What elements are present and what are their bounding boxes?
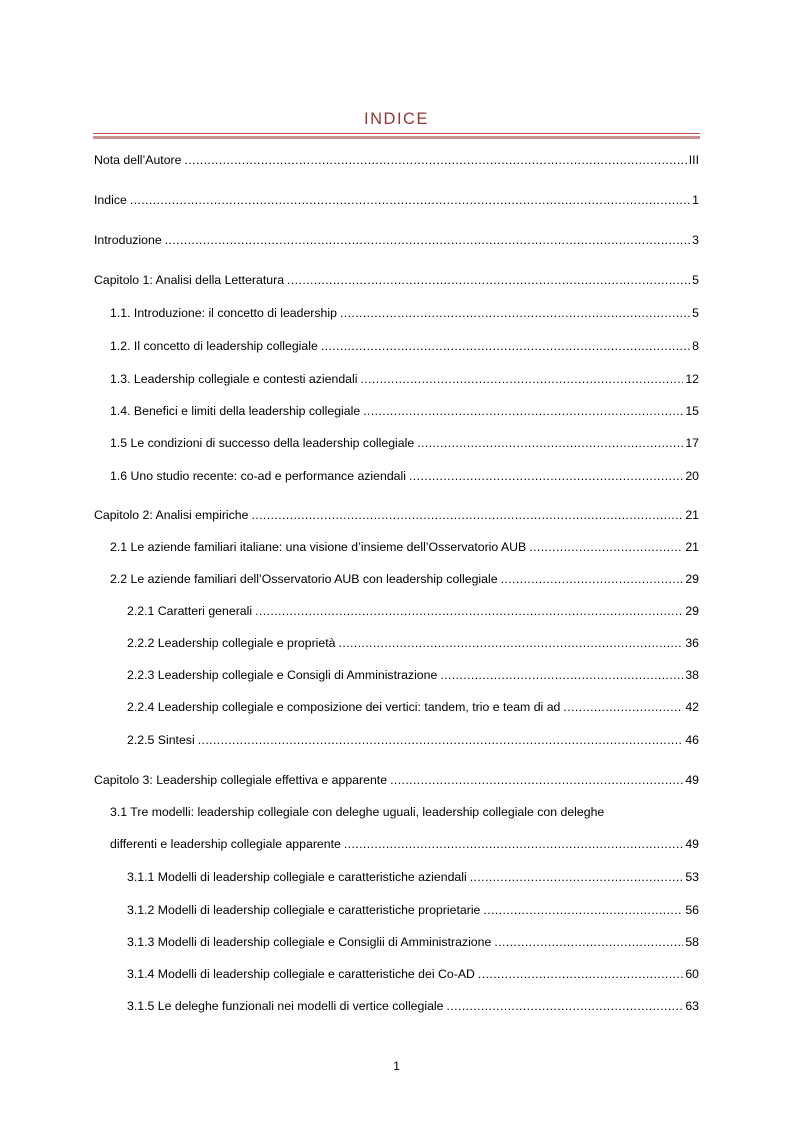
toc-entry-label: Capitolo 1: Analisi della Letteratura (94, 273, 285, 287)
toc-entry-label: 3.1.4 Modelli di leadership collegiale e caratteristiche dei Co-AD (127, 967, 475, 981)
toc-entry-2-1[interactable] (110, 538, 699, 556)
toc-entry-indice[interactable] (94, 191, 699, 209)
toc-entry-label: 2.2 Le aziende familiari dell’Osservatorio AUB con leadership collegiale (110, 572, 498, 586)
toc-entry-page: 8 (692, 339, 699, 353)
toc-entry-page: 21 (685, 508, 699, 522)
toc-dot-leader (390, 771, 683, 789)
toc-entry-label: 1.3. Leadership collegiale e contesti aziendali (110, 372, 358, 386)
toc-entry-page: 63 (685, 999, 699, 1013)
toc-dot-leader (563, 698, 683, 716)
toc-dot-leader (529, 538, 683, 556)
toc-entry-page: 29 (685, 604, 699, 618)
toc-dot-leader (287, 271, 690, 289)
toc-entry-label: 1.4. Benefici e limiti della leadership collegiale (110, 404, 361, 418)
toc-dot-leader (321, 337, 690, 355)
toc-entry-3-1-line-2[interactable] (110, 835, 699, 853)
toc-entry-2-2-2[interactable] (127, 634, 699, 652)
toc-dot-leader (440, 666, 683, 684)
toc-entry-label: 1.6 Uno studio recente: co-ad e performance aziendali (110, 469, 406, 483)
toc-entry-page: 42 (685, 700, 699, 714)
toc-entry-label: 2.2.2 Leadership collegiale e proprietà (127, 636, 336, 650)
toc-entry-label: 3.1.2 Modelli di leadership collegiale e caratteristiche proprietarie (127, 903, 481, 917)
toc-entry-page: 38 (685, 668, 699, 682)
toc-entry-capitolo-2[interactable] (94, 506, 699, 524)
toc-entry-1-3[interactable] (110, 370, 699, 388)
toc-dot-leader (360, 370, 683, 388)
toc-entry-page: 46 (685, 733, 699, 747)
toc-entry-3-1-2[interactable] (127, 901, 699, 919)
toc-entry-label: Indice (94, 193, 127, 207)
toc-entry-page: III (688, 153, 699, 167)
page-number: 1 (393, 1059, 400, 1073)
toc-dot-leader (198, 731, 684, 749)
toc-entry-page: 1 (692, 193, 699, 207)
toc-entry-label: 3.1.3 Modelli di leadership collegiale e Consiglii di Amministrazione (127, 935, 492, 949)
toc-entry-label: Nota dell’Autore (94, 153, 182, 167)
toc-entry-page: 3 (692, 233, 699, 247)
toc-entry-page: 49 (685, 773, 699, 787)
toc-entry-label: 3.1 Tre modelli: leadership collegiale con deleghe uguali, leadership collegiale con deleghe (110, 805, 605, 819)
toc-entry-page: 53 (685, 870, 699, 884)
toc-entry-label: 1.2. Il concetto di leadership collegiale (110, 339, 318, 353)
toc-dot-leader (363, 402, 683, 420)
toc-entry-label: 3.1.5 Le deleghe funzionali nei modelli di vertice collegiale (127, 999, 444, 1013)
toc-entry-page: 58 (685, 935, 699, 949)
toc-entry-1-2[interactable] (110, 337, 699, 355)
toc-dot-leader (251, 506, 683, 524)
toc-entry-label: 2.2.4 Leadership collegiale e composizione dei vertici: tandem, trio e team di ad (127, 700, 561, 714)
toc-entry-label: Capitolo 2: Analisi empiriche (94, 508, 249, 522)
toc-dot-leader (185, 151, 687, 169)
toc-entry-page: 20 (685, 469, 699, 483)
toc-entry-page: 56 (685, 903, 699, 917)
toc-entry-2-2-3[interactable] (127, 666, 699, 684)
toc-entry-label: 1.1. Introduzione: il concetto di leadership (110, 306, 337, 320)
page-title: INDICE (364, 110, 429, 128)
toc-entry-page: 49 (685, 837, 699, 851)
toc-entry-nota-autore[interactable] (94, 151, 699, 169)
toc-dot-leader (478, 965, 683, 983)
toc-entry-2-2[interactable] (110, 570, 699, 588)
toc-entry-3-1-5[interactable] (127, 997, 699, 1015)
toc-dot-leader (165, 231, 690, 249)
title-divider-thin-line (93, 133, 700, 134)
toc-entry-label: differenti e leadership collegiale apparente (110, 837, 341, 851)
toc-entry-capitolo-1[interactable] (94, 271, 699, 289)
toc-entry-1-5[interactable] (110, 434, 699, 452)
toc-dot-leader (339, 634, 684, 652)
toc-entry-label: Introduzione (94, 233, 162, 247)
toc-entry-label: 3.1.1 Modelli di leadership collegiale e caratteristiche aziendali (127, 870, 467, 884)
toc-entry-introduzione[interactable] (94, 231, 699, 249)
toc-entry-2-2-1[interactable] (127, 602, 699, 620)
toc-entry-label: 2.2.3 Leadership collegiale e Consigli di Amministrazione (127, 668, 438, 682)
toc-entry-page: 29 (685, 572, 699, 586)
toc-dot-leader (417, 434, 683, 452)
toc-entry-page: 5 (692, 306, 699, 320)
toc-dot-leader (130, 191, 690, 209)
toc-entry-label: Capitolo 3: Leadership collegiale effettiva e apparente (94, 773, 388, 787)
toc-dot-leader (483, 901, 683, 919)
toc-entry-page: 15 (685, 404, 699, 418)
title-divider-thick-line (93, 136, 700, 139)
toc-dot-leader (501, 570, 684, 588)
toc-entry-3-1-line-1[interactable] (110, 803, 699, 821)
toc-dot-leader (409, 467, 683, 485)
toc-entry-3-1-3[interactable] (127, 933, 699, 951)
toc-entry-label: 2.1 Le aziende familiari italiane: una visione d’insieme dell’Osservatorio AUB (110, 540, 527, 554)
toc-entry-3-1-4[interactable] (127, 965, 699, 983)
toc-entry-page: 17 (685, 436, 699, 450)
toc-dot-leader (447, 997, 684, 1015)
toc-entry-page: 21 (685, 540, 699, 554)
toc-entry-1-6[interactable] (110, 467, 699, 485)
toc-dot-leader (470, 868, 684, 886)
toc-entry-page: 5 (692, 273, 699, 287)
toc-dot-leader (344, 835, 683, 853)
toc-entry-label: 2.2.1 Caratteri generali (127, 604, 253, 618)
toc-entry-2-2-5[interactable] (127, 731, 699, 749)
toc-dot-leader (494, 933, 683, 951)
toc-entry-page: 12 (685, 372, 699, 386)
toc-dot-leader (340, 304, 690, 322)
toc-entry-label: 1.5 Le condizioni di successo della leadership collegiale (110, 436, 415, 450)
toc-entry-page: 60 (685, 967, 699, 981)
toc-entry-capitolo-3[interactable] (94, 771, 699, 789)
toc-entry-page: 36 (685, 636, 699, 650)
toc-entry-label: 2.2.5 Sintesi (127, 733, 195, 747)
toc-entry-3-1-1[interactable] (127, 868, 699, 886)
toc-dot-leader (255, 602, 683, 620)
toc-entry-2-2-4[interactable] (127, 698, 699, 716)
toc-entry-1-1[interactable] (110, 304, 699, 322)
toc-entry-1-4[interactable] (110, 402, 699, 420)
